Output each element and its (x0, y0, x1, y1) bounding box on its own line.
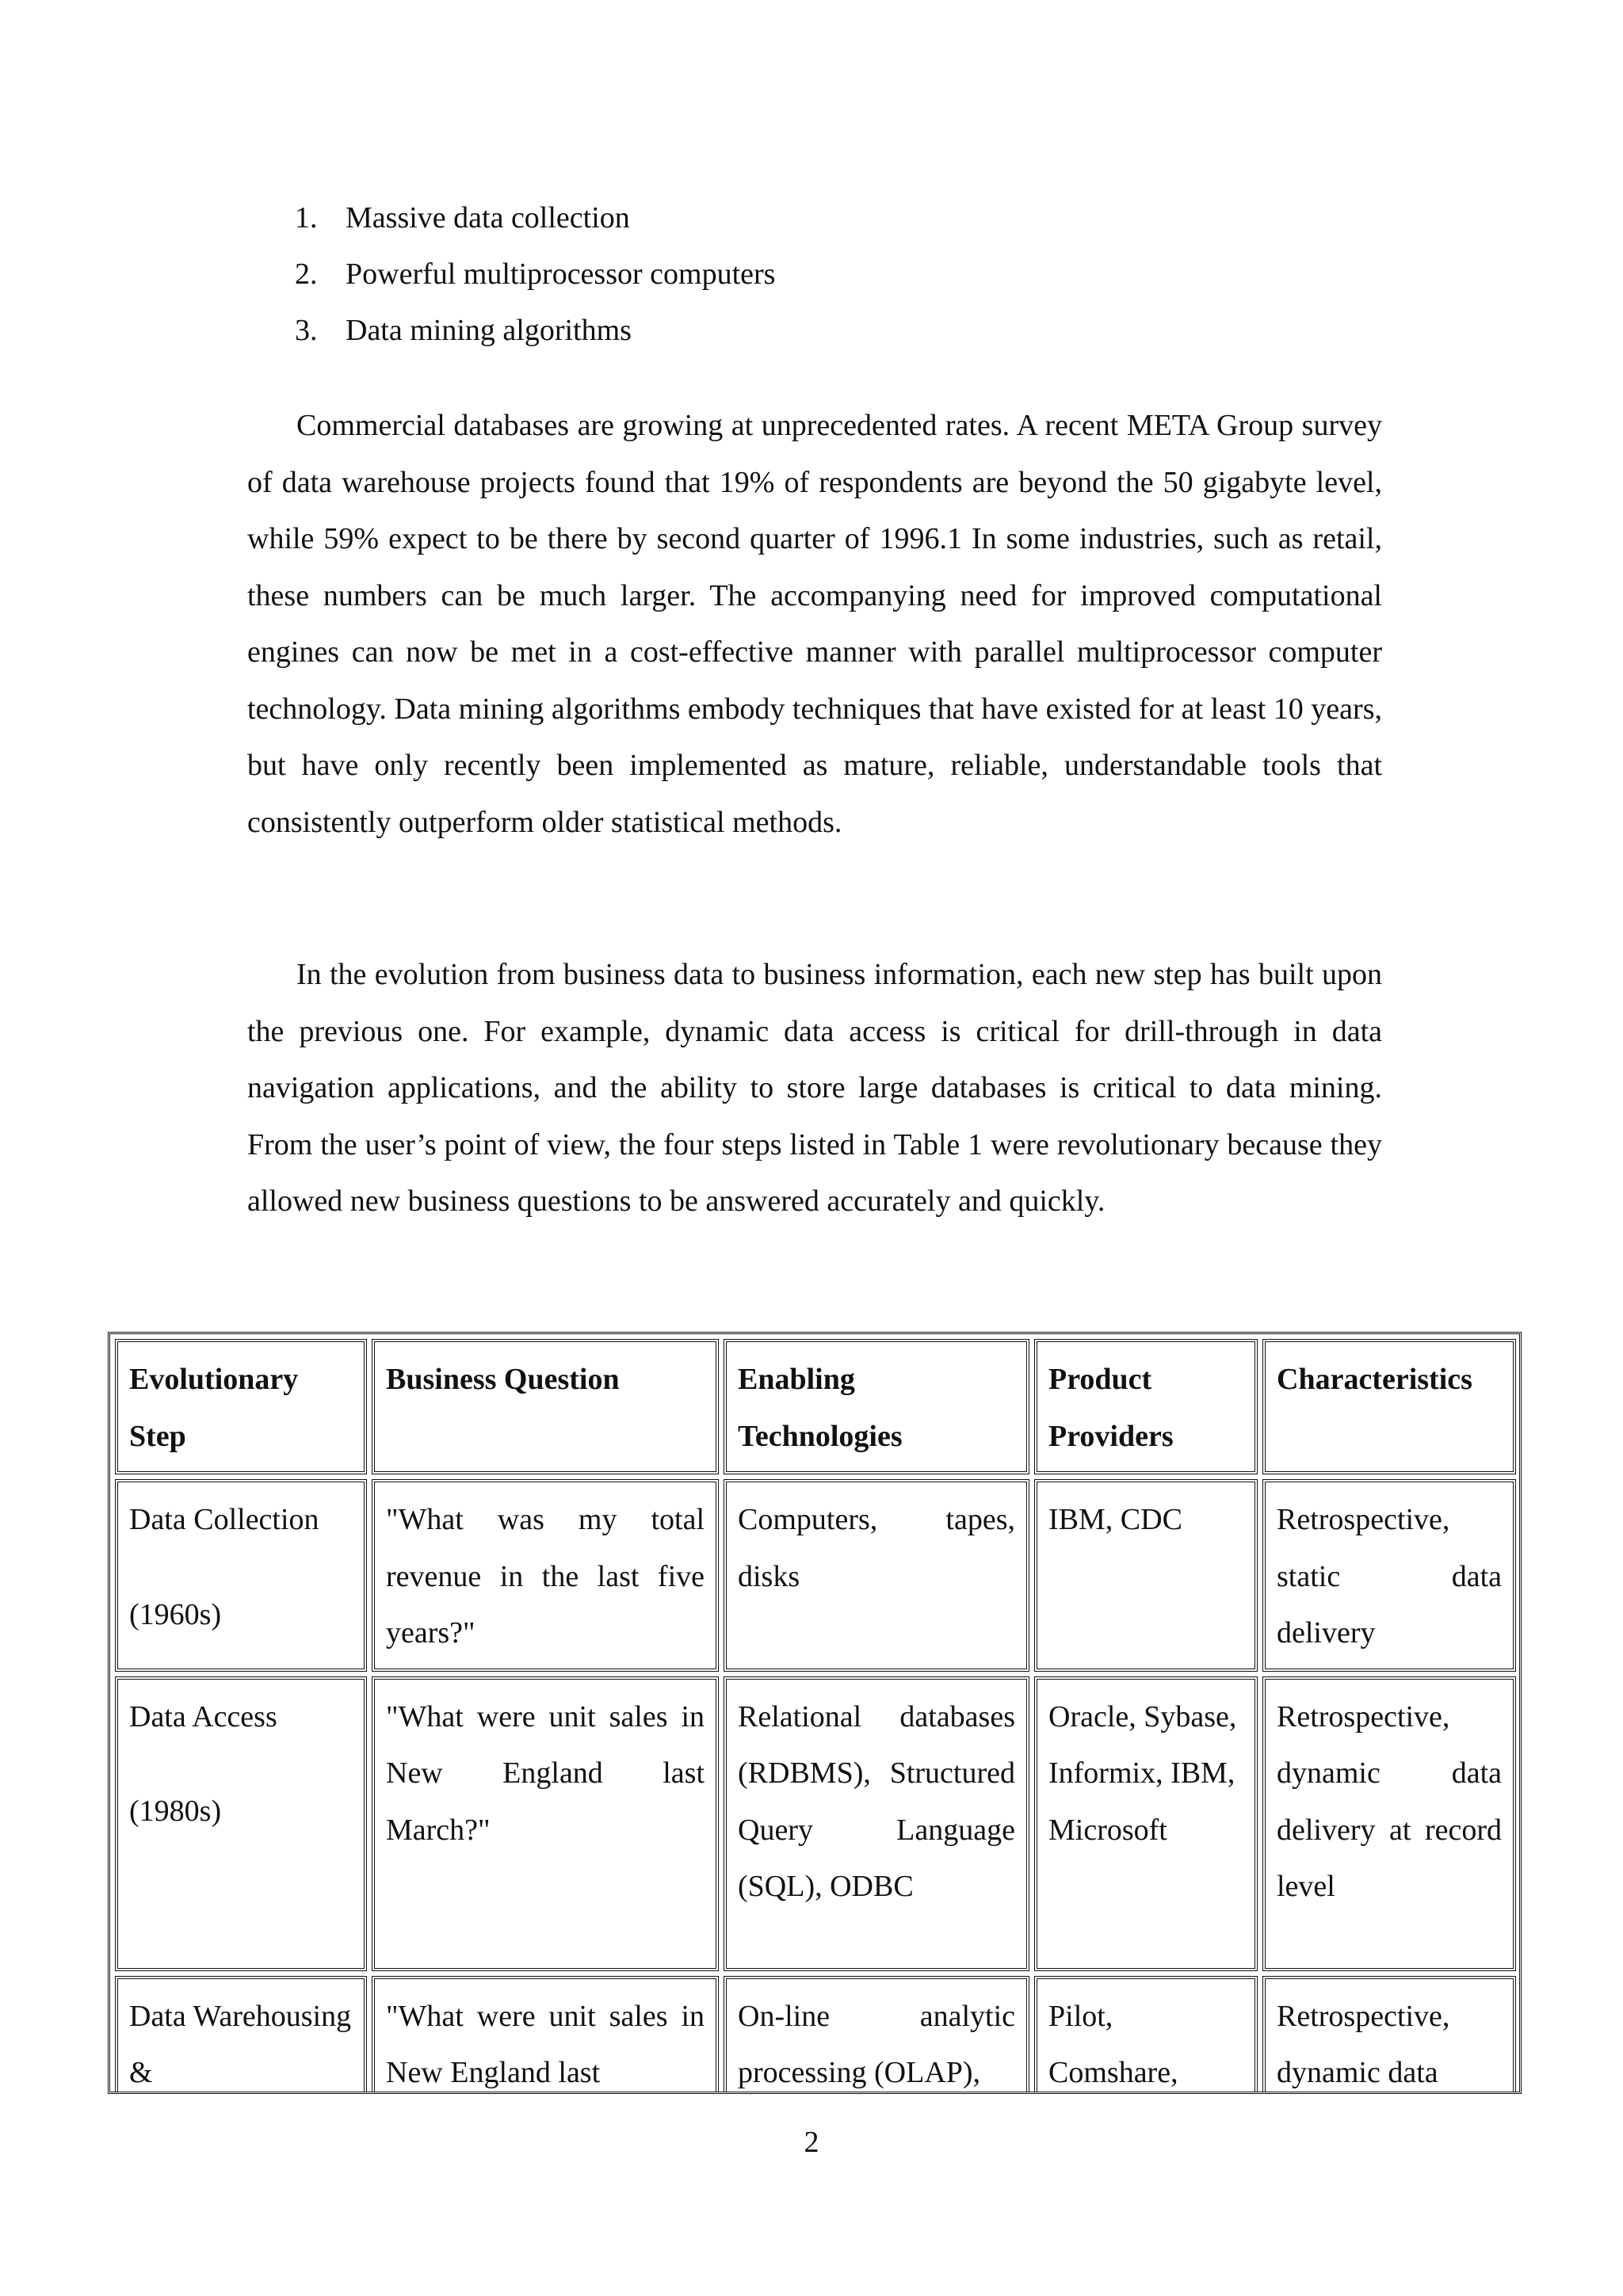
technology-cell: Relational databases (RDBMS), Structured Query Language (SQL), ODBC (724, 1676, 1029, 1971)
question-cell: "What was my total revenue in the last five years?" (372, 1479, 719, 1672)
header-cell: Business Question (372, 1339, 719, 1474)
evolution-table (108, 1332, 1522, 2094)
question-cell: "What were unit sales in New England last March?" (372, 1676, 719, 1971)
step-cell: Data Access (1980s) (115, 1676, 367, 1971)
providers-cell: IBM, CDC (1034, 1479, 1258, 1672)
technology-cell: Computers, tapes, disks (724, 1479, 1029, 1672)
list-item: 3. Data mining algorithms (295, 314, 632, 347)
providers-cell: Pilot, Comshare, (1034, 1976, 1258, 2095)
providers-cell: Oracle, Sybase, Informix, IBM, Microsoft (1034, 1676, 1258, 1971)
step-cell: Data Collection (1960s) (115, 1479, 367, 1672)
list-item: 1. Massive data collection (295, 201, 630, 235)
header-cell: Evolutionary Step (115, 1339, 367, 1474)
table-row (115, 1479, 1516, 1672)
header-cell: Product Providers (1034, 1339, 1258, 1474)
table-row (115, 1676, 1516, 1971)
table-header-row (115, 1339, 1516, 1474)
technology-cell: On-line analytic processing (OLAP), (724, 1976, 1029, 2095)
list-item: 2. Powerful multiprocessor computers (295, 257, 776, 291)
question-cell: "What were unit sales in New England last (372, 1976, 719, 2095)
characteristics-cell: Retrospective, static data delivery (1262, 1479, 1516, 1672)
step-cell: Data Warehousing & (115, 1976, 367, 2095)
header-cell: Characteristics (1262, 1339, 1516, 1474)
page-number: 2 (804, 2126, 819, 2159)
header-cell: Enabling Technologies (724, 1339, 1029, 1474)
characteristics-cell: Retrospective, dynamic data (1262, 1976, 1516, 2095)
paragraph-evolution: In the evolution from business data to business information, each new step has built upon the previous one. For example, dynamic data access is critical for drill-through in data navigation applications, and the ability to store large databases is critical to data mining. From the user’s point of view, the four steps listed in Table 1 were revolutionary because they allowed new business questions to be answered accurately and quickly. (247, 958, 1382, 1218)
table-row (115, 1976, 1516, 2095)
numbered-list (295, 190, 775, 359)
characteristics-cell: Retrospective, dynamic data delivery at record level (1262, 1676, 1516, 1971)
paragraph-database-growth: Commercial databases are growing at unprecedented rates. A recent META Group survey of data warehouse projects found that 19% of respondents are beyond the 50 gigabyte level, while 59% expect to be there by second quarter of 1996.1 In some industries, such as retail, these numbers can be much larger. The accompanying need for improved computational engines can now be met in a cost-effective manner with parallel multiprocessor computer technology. Data mining algorithms embody techniques that have existed for at least 10 years, but have only recently been implemented as mature, reliable, understandable tools that consistently outperform older statistical methods. (247, 409, 1382, 839)
